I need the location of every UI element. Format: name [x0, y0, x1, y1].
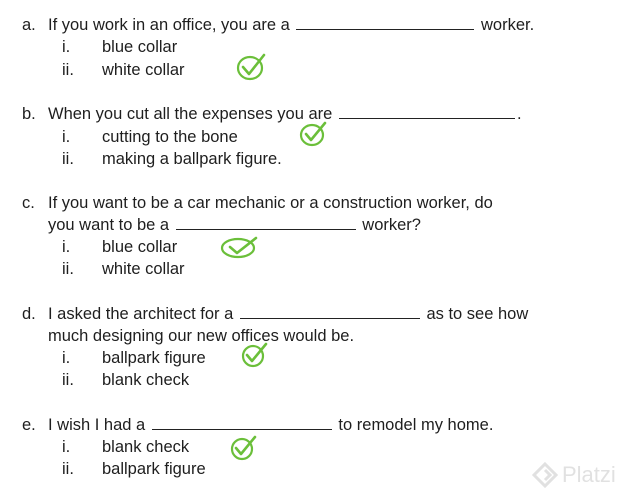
option-number: i. [62, 438, 71, 456]
option-number: i. [62, 128, 71, 146]
option-number: ii. [62, 460, 74, 478]
question-text [48, 303, 528, 325]
question-text-before: If you work in an office, you are a [48, 16, 290, 34]
option-text: blank check [102, 438, 190, 456]
question-letter: e. [22, 416, 36, 434]
option-text: making a ballpark figure. [102, 150, 282, 168]
question-text: If you want to be a car mechanic or a construction worker, do [48, 194, 493, 212]
question-text: much designing our new offices would be. [48, 327, 355, 345]
option-number: i. [62, 238, 71, 256]
option-text: white collar [102, 260, 185, 278]
option-text: ballpark figure [102, 349, 206, 367]
check-circle-icon [230, 434, 260, 462]
question-letter: c. [22, 194, 35, 212]
platzi-logo-icon [532, 462, 558, 488]
question-text-before: you want to be a [48, 216, 170, 234]
platzi-watermark [532, 462, 616, 488]
question-letter: d. [22, 305, 36, 323]
answer-blank [240, 304, 420, 319]
option-text: white collar [102, 61, 185, 79]
question-text-after: worker. [481, 16, 535, 34]
question-text-after: worker? [362, 216, 421, 234]
question-letter: b. [22, 105, 36, 123]
option-number: i. [62, 349, 71, 367]
answer-blank [152, 415, 332, 430]
option-number: ii. [62, 260, 74, 278]
question-text-after: to remodel my home. [338, 416, 494, 434]
question-text-after: as to see how [426, 305, 529, 323]
answer-blank [296, 15, 474, 30]
question-text-before: When you cut all the expenses you are [48, 105, 333, 123]
answer-blank [339, 104, 515, 119]
option-text: blank check [102, 371, 190, 389]
question-text-after: . [516, 105, 522, 123]
option-number: i. [62, 38, 71, 56]
question-letter: a. [22, 16, 36, 34]
option-text: ballpark figure [102, 460, 206, 478]
option-number: ii. [62, 61, 74, 79]
option-text: cutting to the bone [102, 128, 238, 146]
option-text: blue collar [102, 38, 178, 56]
question-text-before: I asked the architect for a [48, 305, 234, 323]
option-number: ii. [62, 150, 74, 168]
check-circle-icon [299, 120, 329, 148]
question-text-before: I wish I had a [48, 416, 146, 434]
question-text [48, 414, 493, 436]
watermark-text: Platzi [562, 462, 616, 487]
answer-blank [176, 215, 356, 230]
option-text: blue collar [102, 238, 178, 256]
question-text [48, 14, 534, 36]
check-circle-icon [241, 341, 271, 369]
check-circle-icon [220, 236, 260, 260]
option-number: ii. [62, 371, 74, 389]
check-circle-icon [236, 52, 268, 82]
question-text [48, 214, 421, 236]
question-text [48, 103, 522, 125]
